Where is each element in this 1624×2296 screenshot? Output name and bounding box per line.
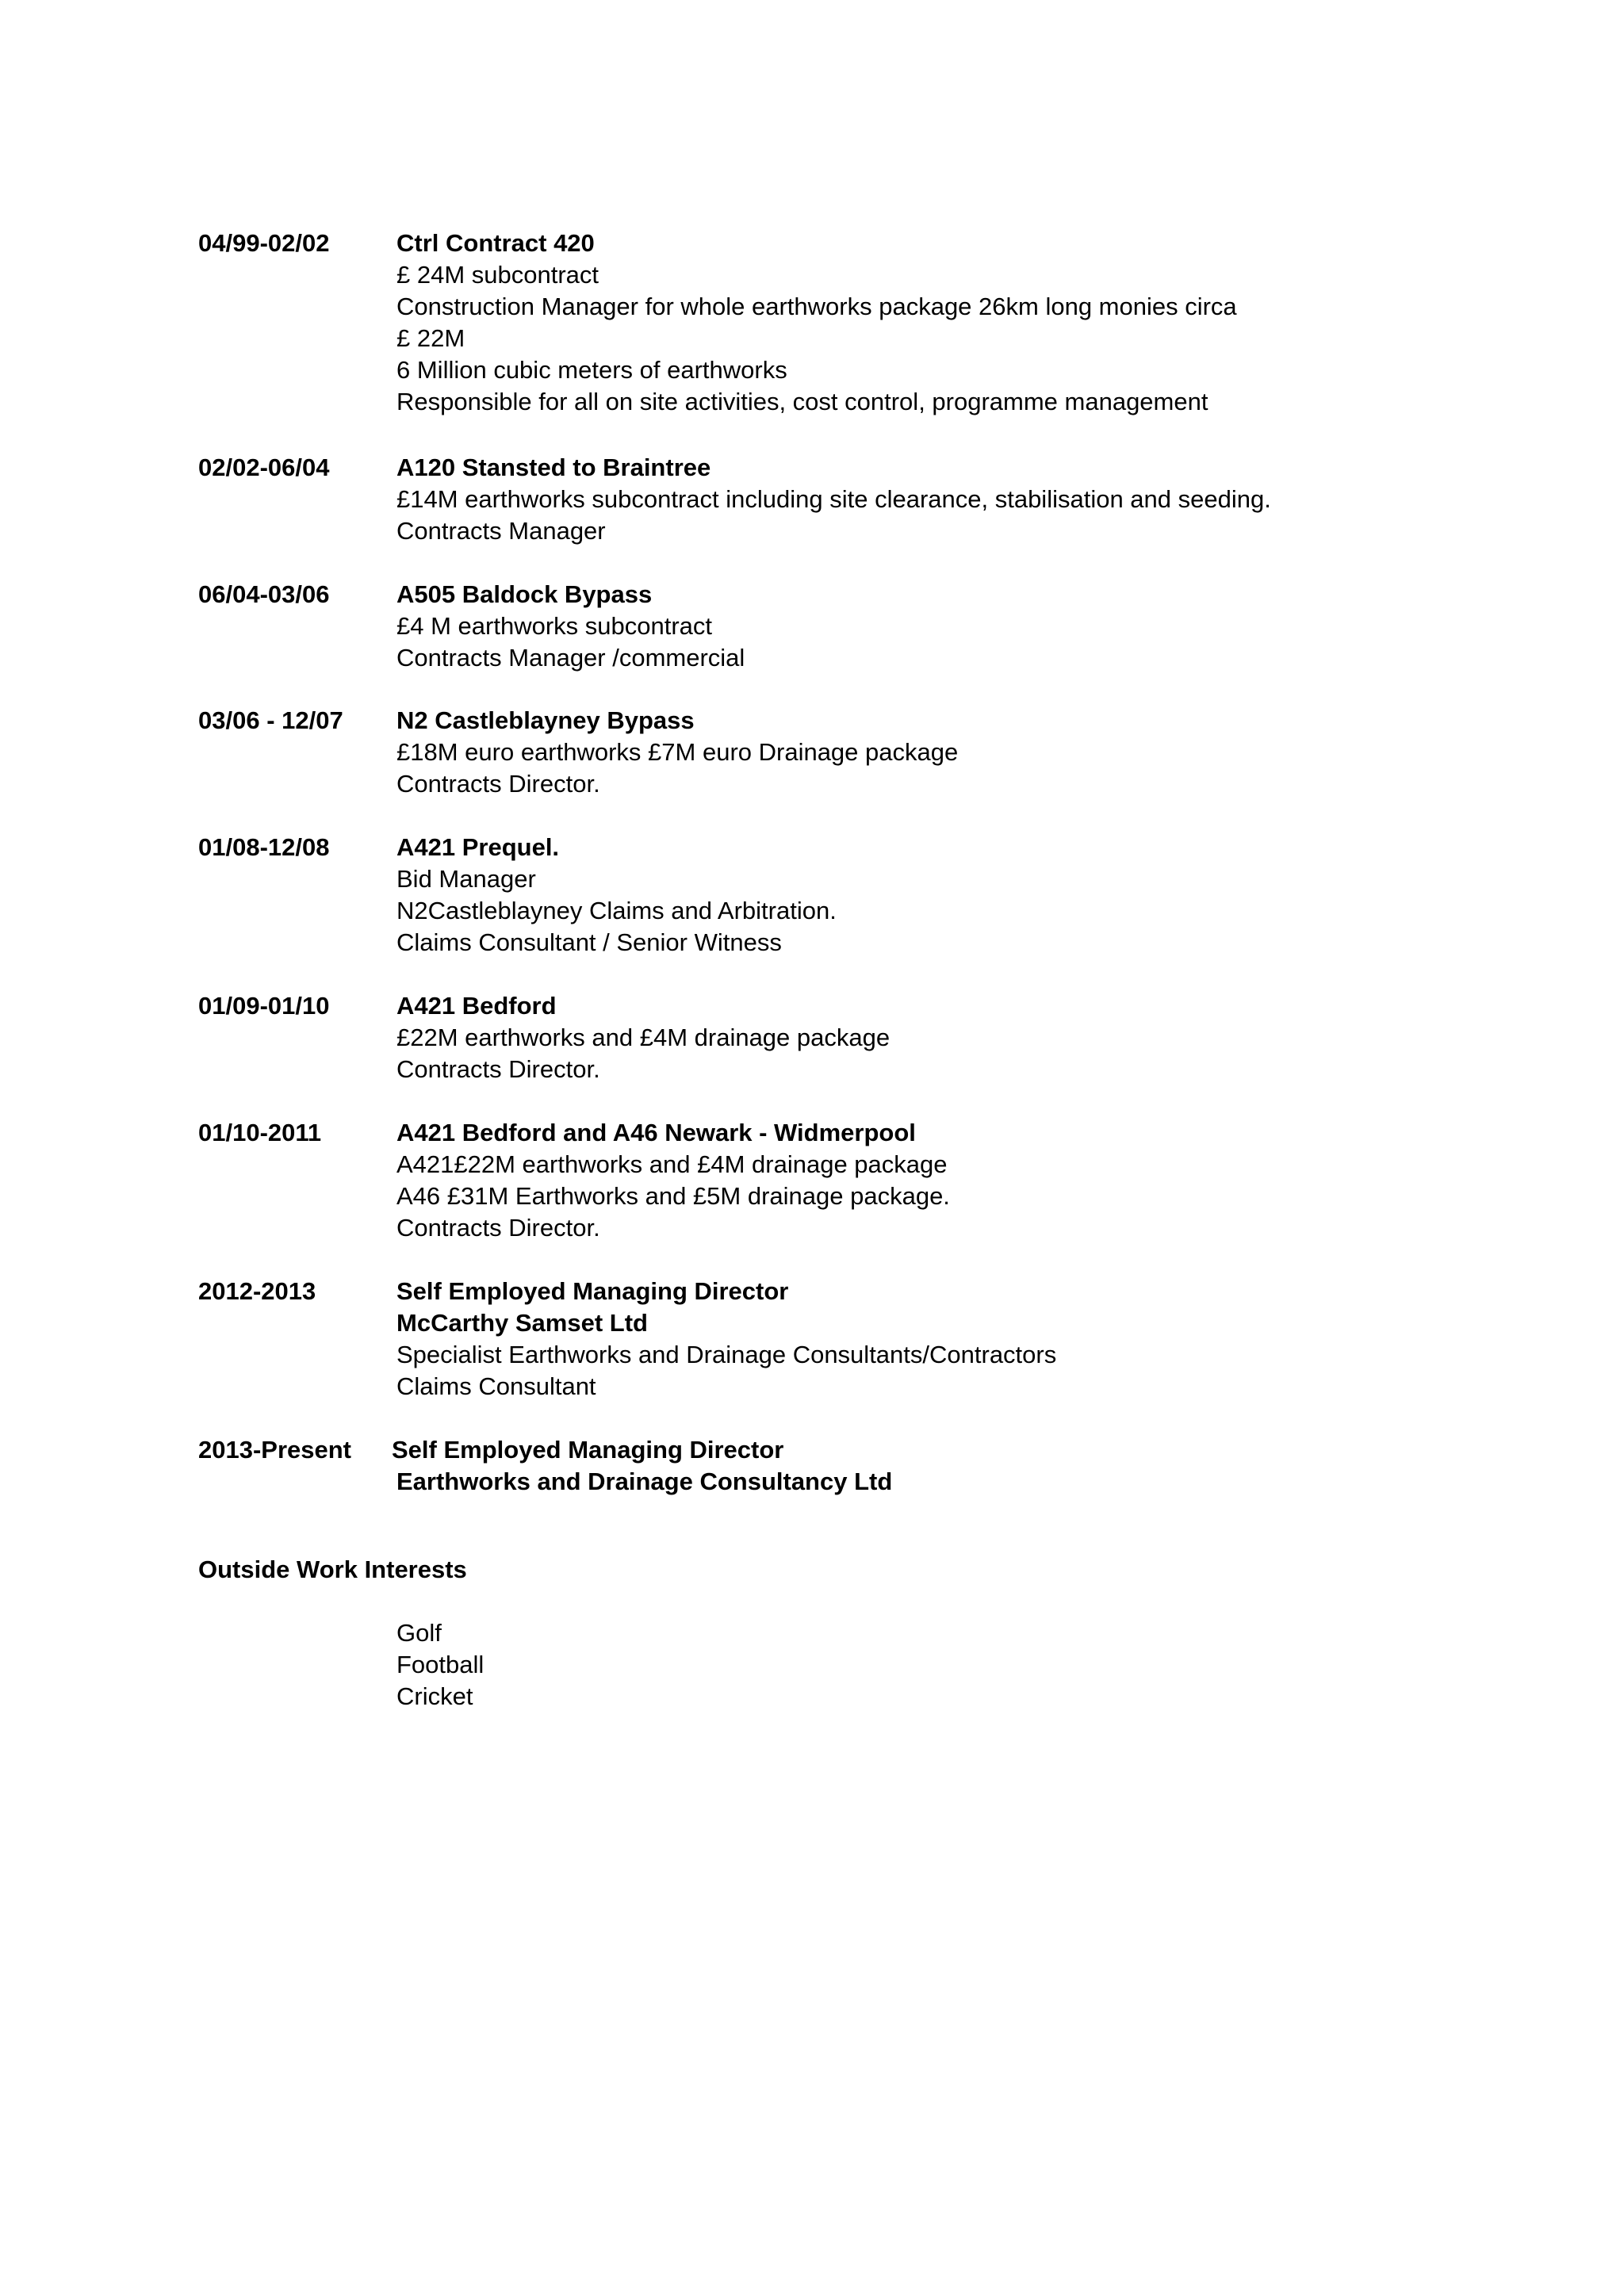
entry-body [396,228,1586,418]
interest-item: Cricket [396,1682,473,1710]
interests-list [396,1617,484,1712]
entry-line: A421£22M earthworks and £4M drainage package [396,1150,948,1178]
entry-line: Claims Consultant [396,1372,596,1400]
entry-title: A421 Bedford and A46 Newark - Widmerpool [396,1119,916,1146]
entry-date: 03/06 - 12/07 [198,706,343,734]
entry-title: N2 Castleblayney Bypass [396,706,695,734]
entry-body [396,990,1586,1085]
outside-interests-heading: Outside Work Interests [198,1556,467,1583]
entry-title: A421 Bedford [396,992,557,1020]
entry-body [396,1117,1586,1244]
entry-date: 01/10-2011 [198,1119,322,1146]
entry-date: 01/09-01/10 [198,992,330,1020]
entry-line: Specialist Earthworks and Drainage Consultants/Contractors [396,1341,1057,1368]
entry-body [392,1434,1581,1498]
entry-company: McCarthy Samset Ltd [396,1309,648,1337]
entry-body [396,452,1586,547]
interest-item: Football [396,1651,485,1678]
entry-title: Ctrl Contract 420 [396,229,595,257]
entry-body [396,705,1586,800]
entry-line: £14M earthworks subcontract including site clearance, stabilisation and seeding. [396,485,1271,513]
entry-body [396,1276,1586,1402]
entry-line: Contracts Manager [396,517,606,545]
entry-line: 6 Million cubic meters of earthworks [396,356,787,384]
entry-line: £ 22M [396,324,465,352]
entry-date: 2013-Present [198,1436,352,1464]
entry-title: Self Employed Managing Director [396,1277,789,1305]
entry-date: 06/04-03/06 [198,580,330,608]
entry-title: A421 Prequel. [396,833,560,861]
entry-line: Contracts Director. [396,1055,600,1083]
entry-line: Contracts Director. [396,1214,600,1242]
entry-date: 01/08-12/08 [198,833,330,861]
entry-line: £18M euro earthworks £7M euro Drainage package [396,738,959,766]
entry-line: Claims Consultant / Senior Witness [396,928,782,956]
entry-line: A46 £31M Earthworks and £5M drainage package. [396,1182,950,1210]
entry-title: Self Employed Managing Director [392,1436,784,1464]
entry-line: N2Castleblayney Claims and Arbitration. [396,897,837,924]
entry-line: Responsible for all on site activities, cost control, programme management [396,388,1208,415]
entry-line: Contracts Director. [396,770,600,798]
entry-line: £22M earthworks and £4M drainage package [396,1024,891,1051]
entry-line: Bid Manager [396,865,536,893]
entry-line: £ 24M subcontract [396,261,599,289]
entry-title: A120 Stansted to Braintree [396,453,711,481]
entry-body [396,832,1586,959]
entry-company: Earthworks and Drainage Consultancy Ltd [396,1468,893,1495]
entry-body [396,579,1586,674]
entry-line: Contracts Manager /commercial [396,644,745,672]
interest-item: Golf [396,1619,442,1647]
entry-date: 2012-2013 [198,1277,316,1305]
entry-date: 04/99-02/02 [198,229,330,257]
entry-title: A505 Baldock Bypass [396,580,653,608]
entry-line: £4 M earthworks subcontract [396,612,713,640]
entry-line: Construction Manager for whole earthworks package 26km long monies circa [396,293,1237,320]
entry-date: 02/02-06/04 [198,453,330,481]
